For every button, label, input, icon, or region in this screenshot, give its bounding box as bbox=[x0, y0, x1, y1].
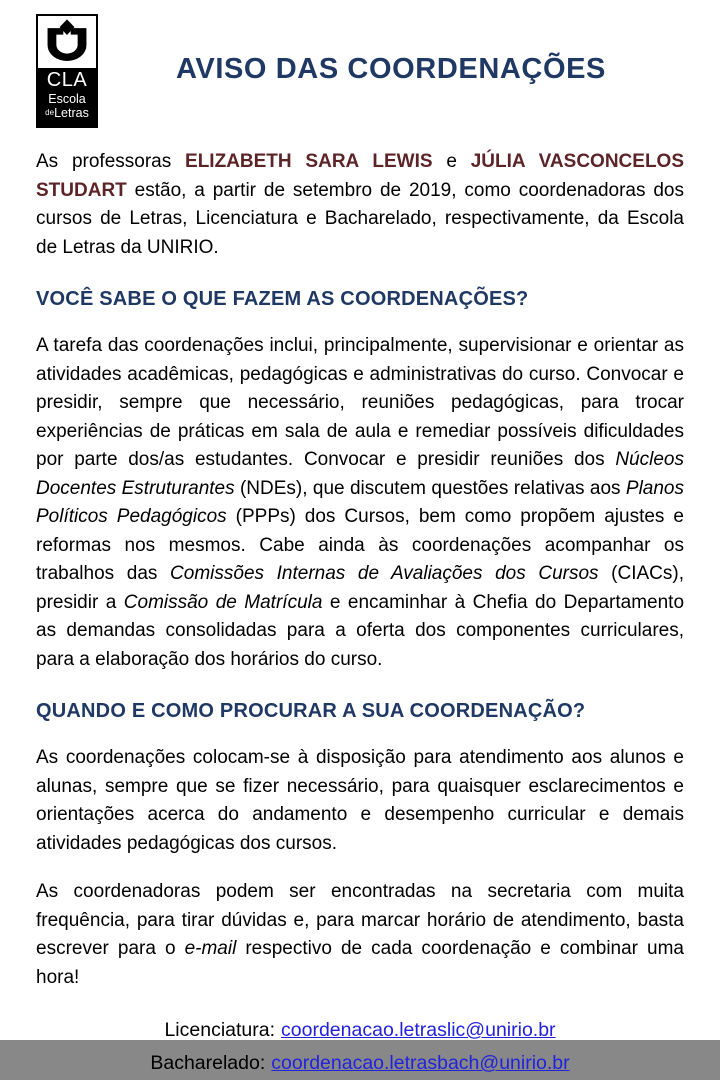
coordination-tasks-paragraph bbox=[36, 332, 684, 674]
logo-school-line: Escola bbox=[48, 92, 86, 106]
document-header bbox=[36, 14, 684, 128]
text-segment: Núcleos Docentes Estruturantes bbox=[36, 449, 684, 499]
text-segment: (NDEs), que discutem questões relativas aos bbox=[234, 477, 626, 499]
logo-letras-line bbox=[38, 106, 96, 120]
text-segment: e-mail bbox=[184, 938, 237, 959]
section-heading-what-coordinations-do: VOCÊ SABE O QUE FAZEM AS COORDENAÇÕES? bbox=[36, 288, 529, 310]
text-segment: estão, a partir de setembro de 2019, como coordenadoras dos cursos de Letras, Licenciatura e Bacharelado, respectivamente, da Escola de Letras da UNIRIO. bbox=[36, 179, 684, 258]
logo-acronym: CLA bbox=[46, 69, 88, 91]
logo-letras: Letras bbox=[54, 106, 89, 120]
section-heading-when-how-to-contact: QUANDO E COMO PROCURAR A SUA COORDENAÇÃO? bbox=[36, 700, 586, 722]
cla-escola-de-letras-logo bbox=[36, 14, 98, 128]
text-segment: (CIACs), presidir a bbox=[36, 563, 684, 613]
bacharelado-email-link[interactable]: coordenacao.letrasbach@unirio.br bbox=[271, 1052, 570, 1075]
text-segment: Comissão de Matrícula bbox=[123, 591, 323, 613]
bacharelado-contact-line bbox=[36, 1047, 684, 1080]
contact-emails bbox=[36, 1014, 684, 1080]
text-segment: JÚLIA VASCONCELOS STUDART bbox=[36, 151, 684, 201]
text-segment: e bbox=[432, 151, 471, 172]
contact-method-paragraph bbox=[36, 878, 684, 992]
intro-paragraph bbox=[36, 148, 684, 262]
licenciatura-contact-line bbox=[36, 1014, 684, 1047]
logo-de-small: de bbox=[45, 108, 55, 117]
text-segment: respectivo de cada coordenação e combinar uma hora! bbox=[36, 938, 684, 988]
text-segment: Comissões Internas de Avaliações dos Cursos bbox=[170, 563, 599, 584]
logo-text-block bbox=[38, 68, 96, 126]
text-segment: Planos Políticos Pedagógicos bbox=[36, 477, 684, 527]
text-segment: ELIZABETH SARA LEWIS bbox=[185, 151, 433, 172]
text-segment: e encaminhar à Chefia do Departamento as demandas consolidadas para a oferta dos componentes curriculares, para a elaboração dos horários do curso. bbox=[36, 591, 685, 670]
licenciatura-email-link[interactable]: coordenacao.letraslic@unirio.br bbox=[281, 1019, 556, 1041]
text-segment: As coordenações colocam-se à disposição para atendimento aos alunos e alunas, sempre que se fizer necessário, para quaisquer esclarecimentos e orientações acerca do andamento e desempenho curricular e demais atividades pedagógicas dos cursos. bbox=[36, 747, 684, 854]
unirio-u-icon bbox=[38, 16, 96, 68]
page-title: AVISO DAS COORDENAÇÕES bbox=[176, 53, 606, 85]
availability-paragraph bbox=[36, 744, 684, 858]
bacharelado-label: Bacharelado: bbox=[150, 1052, 266, 1075]
text-segment: As coordenadoras podem ser encontradas na secretaria com muita frequência, para tirar dúvidas e, para marcar horário de atendimento, basta escrever para o bbox=[36, 881, 684, 959]
text-segment: As professoras bbox=[36, 151, 186, 172]
licenciatura-label: Licenciatura: bbox=[164, 1019, 276, 1041]
text-segment: (PPPs) dos Cursos, bem como propõem ajustes e reformas nos mesmos. Cabe ainda às coordenações acompanhar os trabalhos das bbox=[36, 506, 684, 584]
text-segment: A tarefa das coordenações inclui, principalmente, supervisionar e orientar as atividades acadêmicas, pedagógicas e administrativas do curso. Convocar e presidir, sempre que necessário, reuniões pedagógicas, para trocar experiências de práticas em sala de aula e remediar possíveis dificuldades por parte dos/as estudantes. Convocar e presidir reuniões dos bbox=[36, 335, 684, 470]
